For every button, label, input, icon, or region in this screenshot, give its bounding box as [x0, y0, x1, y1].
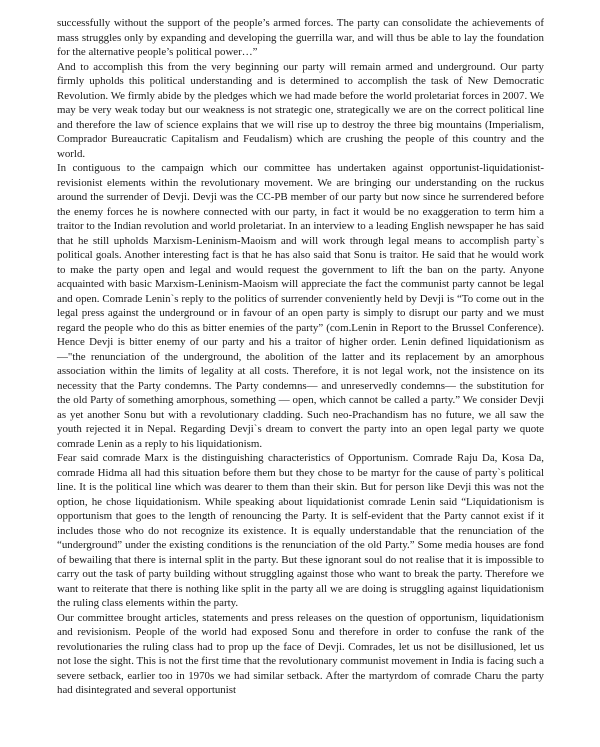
paragraph-5: Our committee brought articles, statements and press releases on the question of opportunism, liquidationism and revisionism. People of the world had exposed Sonu and therefore in order to confuse the rank of the revolutionaries the ruling class had to prop up the face of Devji. Comrades, let us not be disillusioned, let us not lose the sight. This is not the first time that the revolutionary communist movement in India is facing such a severe setback, earlier too in 1970s we had similar setback. After the martyrdom of comrade Charu the party had disintegrated and several opportunist — [57, 611, 544, 696]
paragraph-2: And to accomplish this from the very beginning our party will remain armed and underground. Our party firmly upholds this political understanding and is determined to accomplish the task of New Democratic Revolution. We firmly abide by the pledges which we had made before the world proletariat forces in 2007. We may be very weak today but our weakness is not strategic one, strategically we are on the correct political line and therefore the law of science explains that we will rise up to destroy the three big mountains (Imperialism, Comprador Bureaucratic Capitalism and Feudalism) which are crushing the people of this country and the world. — [57, 60, 544, 160]
paragraph-3: In contiguous to the campaign which our committee has undertaken against opportunist-liquidationist-revisionist elements within the revolutionary movement. We are bringing our understanding on the ruckus around the surrender of Devji. Devji was the CC-PB member of our party but now since he surrendered before the enemy forces he is nowhere connected with our party, in fact it would be no exaggeration to term him a traitor to the Indian revolution and world proletariat. In an interview to a leading English newspaper he has said that he still upholds Marxism-Leninism-Maoism and will work through legal means to accomplish party`s political goals. Another interesting fact is that he has also said that Sonu is traitor. He said that he would work to make the party open and legal and would request the government to lift the ban on the party. Anyone acquainted with basic Marxism-Leninism-Maoism will appreciate the fact the communist party cannot be legal and open. Comrade Lenin`s reply to the politics of surrender conveniently held by Devji is “To come out in the legal press against the underground or in favour of an open party is simply to disrupt our party and we must regard the people who do this as bitter enemies of the party” (com.Lenin in Report to the Brussel Conference). Hence Devji is bitter enemy of our party and his a traitor of higher order. Lenin defined liquidationism as —"the renunciation of the underground, the abolition of the latter and its replacement by an amorphous association within the limits of legality at all costs. Therefore, it is not legal work, not the insistence on its necessity that the Party condemns. The Party condemns— and unreservedly condemns— the substitution for the old Party of something amorphous, something — open, which cannot be called a party.” We consider Devji as yet another Sonu but with a revolutionary cladding. Such neo-Prachandism has no future, we all saw the youth rejected it in Nepal. Regarding Devji`s dream to convert the party into an open legal party we quote comrade Lenin as a reply to his liquidationism. — [57, 162, 544, 450]
document-page — [57, 16, 544, 698]
paragraph-4: Fear said comrade Marx is the distinguishing characteristics of Opportunism. Comrade Raju Da, Kosa Da, comrade Hidma all had this situation before them but they chose to be martyr for the cause of party`s political line. It is the political line which was dearer to them than their skin. But for person like Devji this was not the option, he chose liquidationism. While speaking about liquidationist comrade Lenin said “Liquidationism is opportunism that goes to the length of renouncing the Party. It is self-evident that the Party cannot exist if it includes those who do not recognize its existence. It is equally understandable that the renunciation of the “underground” under the existing conditions is the renunciation of the old Party.” Some media houses are fond of bewailing that there is internal split in the party. But these ignorant soul do not realise that it is impossible to carry out the task of party building without struggling against those who want to break the party. Therefore we want to reiterate that there is nothing like split in the party all we are doing is struggling against liquidationism the ruling class elements within the party. — [57, 452, 544, 609]
paragraph-1: successfully without the support of the people’s armed forces. The party can consolidate the achievements of mass struggles only by expanding and developing the guerrilla war, and will thus be able to lay the foundation for the alternative people’s political power…” — [57, 17, 544, 58]
